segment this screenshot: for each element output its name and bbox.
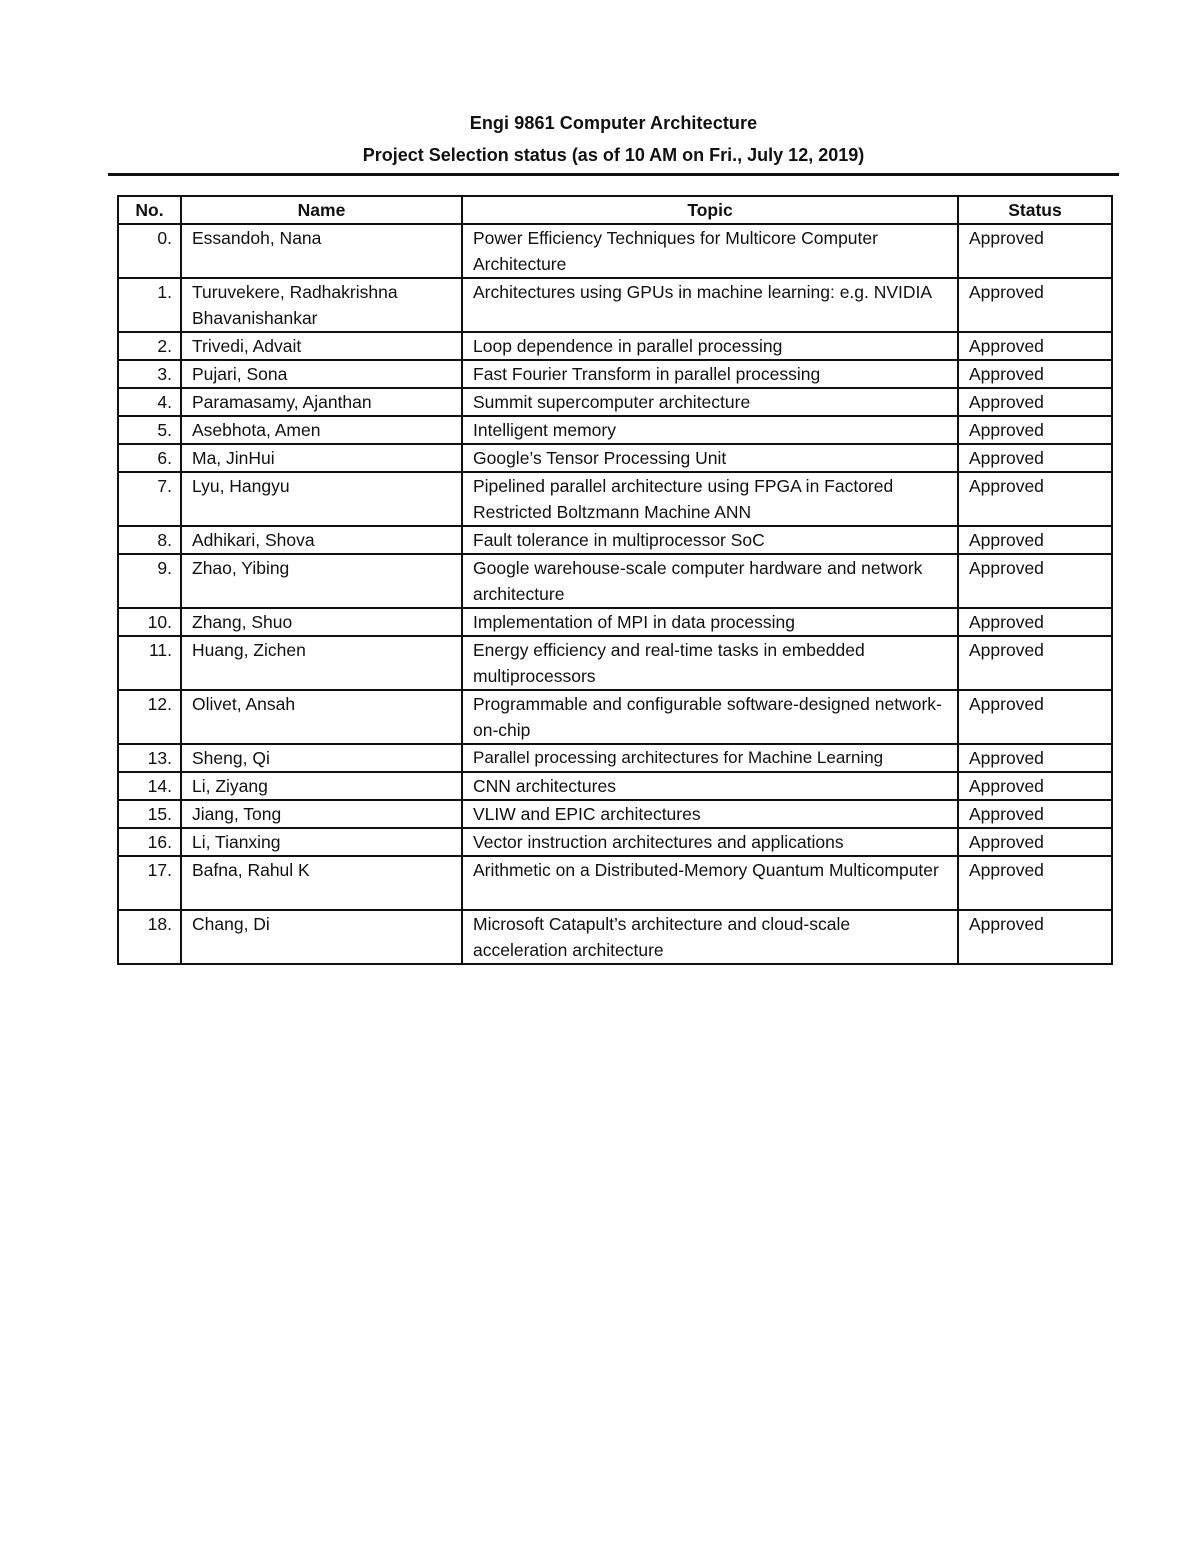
project-topic: Power Efficiency Techniques for Multicore Computer Architecture [462,224,958,278]
project-selection-table [117,195,1113,965]
approval-status: Approved [958,224,1112,278]
project-topic: Architectures using GPUs in machine learning: e.g. NVIDIA [462,278,958,332]
project-topic: Google’s Tensor Processing Unit [462,444,958,472]
row-number: 10. [118,608,181,636]
approval-status: Approved [958,360,1112,388]
approval-status: Approved [958,772,1112,800]
row-number: 9. [118,554,181,608]
approval-status: Approved [958,444,1112,472]
column-header-status: Status [958,196,1112,224]
row-number: 18. [118,910,181,964]
column-header-no: No. [118,196,181,224]
student-name: Adhikari, Shova [181,526,462,554]
approval-status: Approved [958,608,1112,636]
row-number: 7. [118,472,181,526]
approval-status: Approved [958,910,1112,964]
column-header-topic: Topic [462,196,958,224]
table-row [118,332,1112,360]
student-name: Huang, Zichen [181,636,462,690]
project-topic: Summit supercomputer architecture [462,388,958,416]
student-name: Essandoh, Nana [181,224,462,278]
row-number: 6. [118,444,181,472]
student-name: Li, Ziyang [181,772,462,800]
table-row [118,360,1112,388]
project-topic: Arithmetic on a Distributed-Memory Quantum Multicomputer [462,856,958,910]
project-topic: Fault tolerance in multiprocessor SoC [462,526,958,554]
student-name: Bafna, Rahul K [181,856,462,910]
table-row [118,828,1112,856]
row-number: 4. [118,388,181,416]
row-number: 13. [118,744,181,772]
approval-status: Approved [958,828,1112,856]
project-topic: Fast Fourier Transform in parallel processing [462,360,958,388]
approval-status: Approved [958,744,1112,772]
approval-status: Approved [958,388,1112,416]
student-name: Turuvekere, Radhakrishna Bhavanishankar [181,278,462,332]
student-name: Zhao, Yibing [181,554,462,608]
row-number: 3. [118,360,181,388]
approval-status: Approved [958,554,1112,608]
student-name: Olivet, Ansah [181,690,462,744]
project-topic: VLIW and EPIC architectures [462,800,958,828]
student-name: Lyu, Hangyu [181,472,462,526]
approval-status: Approved [958,636,1112,690]
row-number: 2. [118,332,181,360]
table-body [118,224,1112,964]
approval-status: Approved [958,690,1112,744]
project-topic: Pipelined parallel architecture using FPGA in Factored Restricted Boltzmann Machine ANN [462,472,958,526]
row-number: 11. [118,636,181,690]
row-number: 14. [118,772,181,800]
table-row [118,910,1112,964]
student-name: Sheng, Qi [181,744,462,772]
table-row [118,526,1112,554]
approval-status: Approved [958,416,1112,444]
table-row [118,278,1112,332]
approval-status: Approved [958,472,1112,526]
student-name: Jiang, Tong [181,800,462,828]
table-row [118,800,1112,828]
row-number: 8. [118,526,181,554]
row-number: 15. [118,800,181,828]
project-topic: Implementation of MPI in data processing [462,608,958,636]
row-number: 12. [118,690,181,744]
approval-status: Approved [958,332,1112,360]
approval-status: Approved [958,800,1112,828]
student-name: Zhang, Shuo [181,608,462,636]
approval-status: Approved [958,278,1112,332]
table-row [118,772,1112,800]
project-topic: Microsoft Catapult’s architecture and cloud-scale acceleration architecture [462,910,958,964]
row-number: 0. [118,224,181,278]
table-row [118,636,1112,690]
student-name: Ma, JinHui [181,444,462,472]
project-topic: Programmable and configurable software-designed network-on-chip [462,690,958,744]
student-name: Asebhota, Amen [181,416,462,444]
table-row [118,608,1112,636]
table-header-row [118,196,1112,224]
student-name: Paramasamy, Ajanthan [181,388,462,416]
table-row [118,444,1112,472]
approval-status: Approved [958,526,1112,554]
row-number: 16. [118,828,181,856]
project-topic: Google warehouse-scale computer hardware and network architecture [462,554,958,608]
student-name: Trivedi, Advait [181,332,462,360]
table-row [118,224,1112,278]
project-topic: Energy efficiency and real-time tasks in embedded multiprocessors [462,636,958,690]
student-name: Chang, Di [181,910,462,964]
row-number: 1. [118,278,181,332]
project-topic: Parallel processing architectures for Machine Learning [462,744,958,772]
column-header-name: Name [181,196,462,224]
table-row [118,388,1112,416]
document-subtitle: Project Selection status (as of 10 AM on Fri., July 12, 2019) [362,145,865,165]
row-number: 17. [118,856,181,910]
project-topic: Intelligent memory [462,416,958,444]
row-number: 5. [118,416,181,444]
student-name: Li, Tianxing [181,828,462,856]
table-row [118,472,1112,526]
table-row [118,744,1112,772]
student-name: Pujari, Sona [181,360,462,388]
document-title: Engi 9861 Computer Architecture [469,113,758,133]
project-topic: CNN architectures [462,772,958,800]
project-topic: Loop dependence in parallel processing [462,332,958,360]
approval-status: Approved [958,856,1112,910]
table-row [118,416,1112,444]
table-row [118,856,1112,910]
table-row [118,554,1112,608]
project-topic: Vector instruction architectures and applications [462,828,958,856]
title-divider [108,173,1119,176]
table-row [118,690,1112,744]
